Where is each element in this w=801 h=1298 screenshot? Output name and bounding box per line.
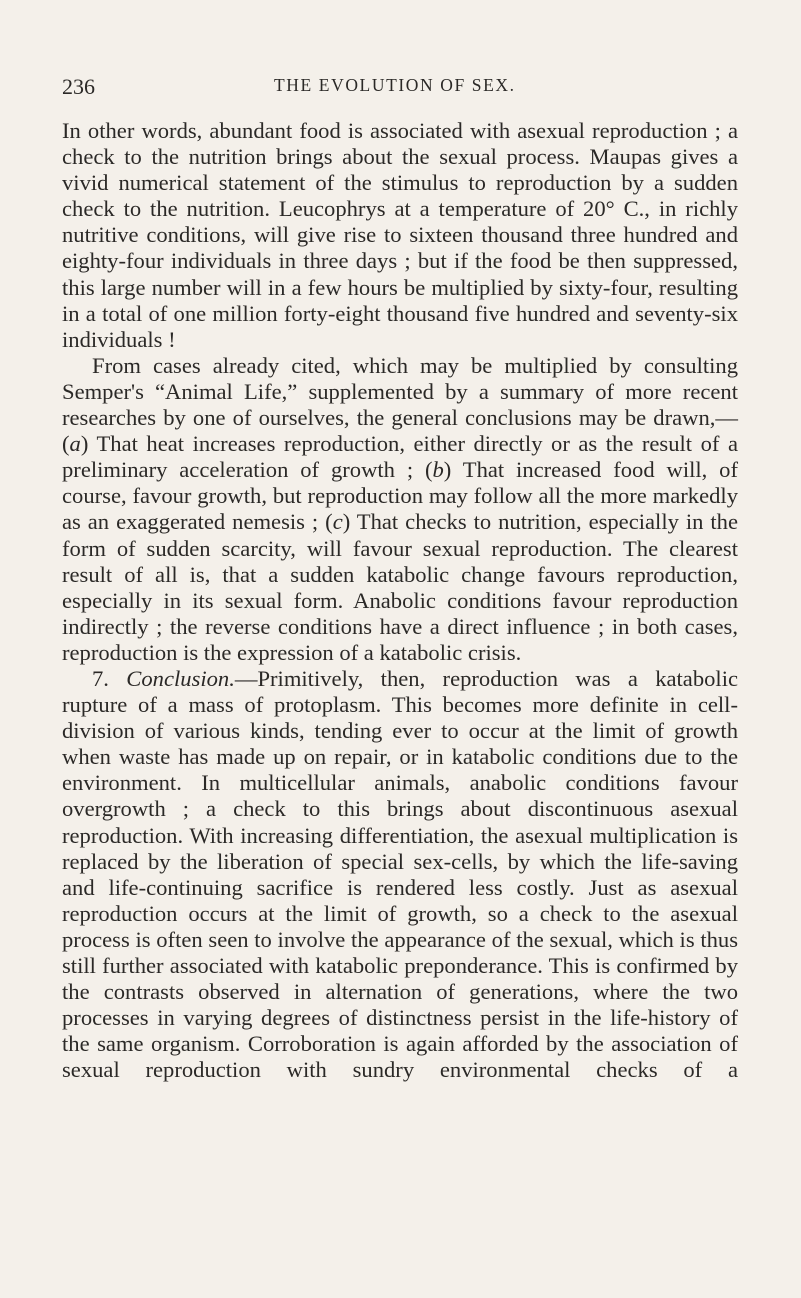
paragraph-conclusion xyxy=(62,666,738,1084)
marker-b: b xyxy=(432,457,444,483)
page-number: 236 xyxy=(62,74,95,99)
conclusion-text: —Primitively, then, reproduction was a katabolic rupture of a mass of protoplasm. This becomes more definite in cell-division of various kinds, tending ever to occur at the limit of growth when waste has made up on repair, or in katabolic conditions due to the environment. In multicellular animals, anabolic conditions favour overgrowth ; a check to this brings about discontinuous asexual reproduction. With increasing differentiation, the asexual multiplication is replaced by the liberation of special sex-cells, by which the life-saving and life-continuing sacrifice is rendered less costly. Just as asexual reproduction occurs at the limit of growth, so a check to the asexual process is often seen to involve the appearance of the sexual, which is thus still further associated with katabolic preponderance. This is confirmed by the contrasts observed in alternation of generations, where the two processes in varying degrees of distinctness persist in the life-history of the same organism. Corroboration is again afforded by the association of sexual reproduction with sundry environmental checks of a xyxy=(62,665,739,1083)
running-title: THE EVOLUTION OF SEX. xyxy=(274,75,516,95)
section-number: 7. xyxy=(92,665,127,691)
conclusions-text-3: ) That increased food will, of course, favour growth, but reproduction may follow all the more markedly as an exaggerated nemesis ; ( xyxy=(62,457,738,535)
page-header xyxy=(62,74,738,104)
marker-c: c xyxy=(332,509,343,535)
body-text xyxy=(62,118,738,1083)
section-heading: Conclusion. xyxy=(126,665,235,691)
conclusions-text-2: ) That heat increases reproduction, either directly or as the result of a preliminary acceleration of growth ; ( xyxy=(62,431,738,483)
paragraph-maupas: In other words, abundant food is associated with asexual reproduction ; a check to the nutrition brings about the sexual process. Maupas gives a vivid numerical statement of the stimulus to reproduction by a sudden check to the nutrition. Leucophrys at a temperature of 20° C., in richly nutritive conditions, will give rise to sixteen thousand three hundred and eighty-four individuals in three days ; but if the food be then suppressed, this large number will in a few hours be multiplied by sixty-four, resulting in a total of one million forty-eight thousand five hundred and seventy-six individuals ! xyxy=(62,118,738,352)
conclusions-text-1: From cases already cited, which may be multiplied by consulting Semper's “Animal Life,” supplemented by a summary of more recent researches by one of ourselves, the general conclusions may be drawn,—( xyxy=(62,352,738,457)
marker-a: a xyxy=(69,431,81,457)
conclusions-text-4: ) That checks to nutrition, especially in the form of sudden scarcity, will favour sexual reproduction. The clearest result of all is, that a sudden katabolic change favours reproduction, especially in its sexual form. Anabolic conditions favour reproduction indirectly ; the reverse conditions have a direct influence ; in both cases, reproduction is the expression of a katabolic crisis. xyxy=(62,509,738,665)
paragraph-general-conclusions xyxy=(62,353,738,666)
